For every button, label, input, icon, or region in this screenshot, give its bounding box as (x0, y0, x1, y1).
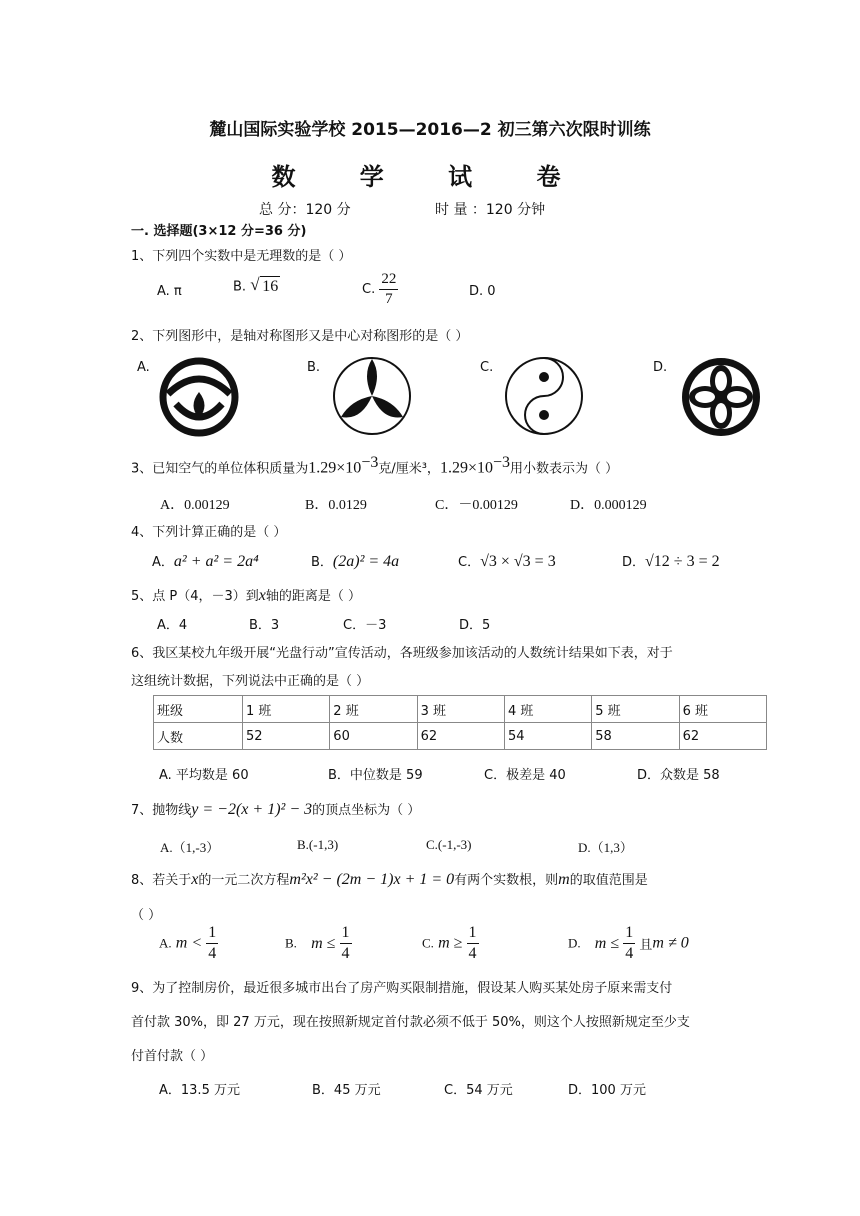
q3-option-b: B．0.0129 (305, 498, 367, 513)
q3-option-c: C．－0.00129 (435, 498, 518, 513)
q8-option-a: A. m < $\frac{1}{4}$ (159, 924, 217, 962)
q9-option-a: A．13.5 万元 (159, 1083, 240, 1098)
q6-option-a: A. 平均数是 60 (159, 768, 249, 783)
q5-option-a: A．4 (157, 618, 188, 633)
table-cell: 班级 (154, 696, 243, 723)
table-cell: 62 (679, 723, 766, 750)
q1-option-b: B. √ 16 (233, 275, 279, 295)
table-cell: 1 班 (242, 696, 329, 723)
q4-option-d: D．√12 ÷ 3 = 2 (622, 553, 720, 570)
q9-option-b: B．45 万元 (312, 1083, 381, 1098)
q4-option-c: C．√3 × √3 = 3 (458, 553, 556, 570)
table-row (154, 696, 767, 723)
q9-option-d: D．100 万元 (568, 1083, 646, 1098)
q6-option-d: D．众数是 58 (637, 768, 720, 783)
table-cell: 54 (504, 723, 591, 750)
q5-stem: 5、点 P（4，－3）到x轴的距离是（ ） (131, 587, 362, 604)
q2-label-c: C. (480, 360, 494, 375)
q1-option-a: A. π (157, 284, 182, 299)
table-cell: 2 班 (330, 696, 417, 723)
q7-option-d: D.（1,3） (578, 840, 633, 855)
q6-option-c: C．极差是 40 (484, 768, 566, 783)
q8-stem-line2: （ ） (131, 908, 162, 923)
table-cell: 60 (330, 723, 417, 750)
q1-option-d: D. 0 (469, 284, 496, 299)
exam-title: 麓山国际实验学校 2015—2016—2 初三第六次限时训练 (209, 120, 651, 140)
q2-label-d: D. (653, 360, 668, 375)
section-heading: 一. 选择题(3×12 分=36 分) (131, 224, 307, 239)
q1-option-c: C. $\frac{22}{7}$ (362, 271, 397, 307)
figure-d (679, 355, 763, 439)
q8-option-c: C. m ≥ $\frac{1}{4}$ (422, 924, 477, 962)
q6-stem-line1: 6、我区某校九年级开展“光盘行动”宣传活动，各班级参加该活动的人数统计结果如下表，对于 (131, 646, 673, 661)
q5-option-d: D．5 (459, 618, 491, 633)
q9-option-c: C．54 万元 (444, 1083, 513, 1098)
q7-option-c: C.(-1,-3) (426, 837, 472, 852)
q8-option-b: B. m ≤ $\frac{1}{4}$ (285, 924, 350, 962)
table-cell: 4 班 (504, 696, 591, 723)
q3-stem: 3、已知空气的单位体积质量为$1.29\times 10^{-3}$克/厘米³，$1.29\times 10^{-3}$用小数表示为（ ） (131, 454, 619, 477)
q1-stem: 1、下列四个实数中是无理数的是（ ） (131, 249, 352, 264)
figure-a (158, 356, 240, 438)
figure-b (331, 355, 413, 437)
q7-option-a: A.（1,-3） (160, 840, 220, 855)
table-cell: 6 班 (679, 696, 766, 723)
class-count-table (153, 695, 767, 750)
q6-stem-line2: 这组统计数据，下列说法中正确的是（ ） (131, 674, 370, 689)
q3-option-d: D．0.000129 (570, 498, 647, 513)
q6-option-b: B．中位数是 59 (328, 768, 423, 783)
q2-label-a: A. (137, 360, 150, 375)
exam-subtitle: 数 学 试 卷 (271, 163, 589, 191)
table-cell: 3 班 (417, 696, 504, 723)
q2-label-b: B. (307, 360, 321, 375)
q9-stem-line1: 9、为了控制房价，最近很多城市出台了房产购买限制措施，假设某人购买某处房子原来需支付 (131, 981, 673, 996)
table-cell: 52 (242, 723, 329, 750)
q7-option-b: B.(-1,3) (297, 837, 339, 852)
figure-c (503, 355, 585, 437)
q5-option-b: B．3 (249, 618, 280, 633)
q4-option-b: B．(2a)² = 4a (311, 553, 400, 570)
time-limit: 时 量 ：120 分钟 (435, 202, 546, 218)
table-cell: 62 (417, 723, 504, 750)
q3-option-a: A．0.00129 (160, 498, 230, 513)
q8-stem: 8、若关于x的一元二次方程m²x² − (2m − 1)x + 1 = 0有两个实数根，则m的取值范围是 (131, 871, 648, 888)
q9-stem-line3: 付首付款（ ） (131, 1049, 214, 1064)
table-row (154, 723, 767, 750)
q7-stem: 7、抛物线y = −2(x + 1)² − 3的顶点坐标为（ ） (131, 801, 421, 818)
q4-option-a: A．a² + a² = 2a⁴ (152, 553, 259, 570)
q2-stem: 2、下列图形中，是轴对称图形又是中心对称图形的是（ ） (131, 329, 469, 344)
q4-stem: 4、下列计算正确的是（ ） (131, 525, 287, 540)
q9-stem-line2: 首付款 30%，即 27 万元，现在按照新规定首付款必须不低于 50%，则这个人按照新规定至少支 (131, 1015, 690, 1030)
q5-option-c: C．－3 (343, 618, 387, 633)
table-cell: 58 (592, 723, 679, 750)
table-cell: 人数 (154, 723, 243, 750)
total-score: 总 分：120 分 (259, 202, 351, 218)
q8-option-d: D. m ≤ $\frac{1}{4}$ 且m ≠ 0 (568, 924, 689, 962)
table-cell: 5 班 (592, 696, 679, 723)
